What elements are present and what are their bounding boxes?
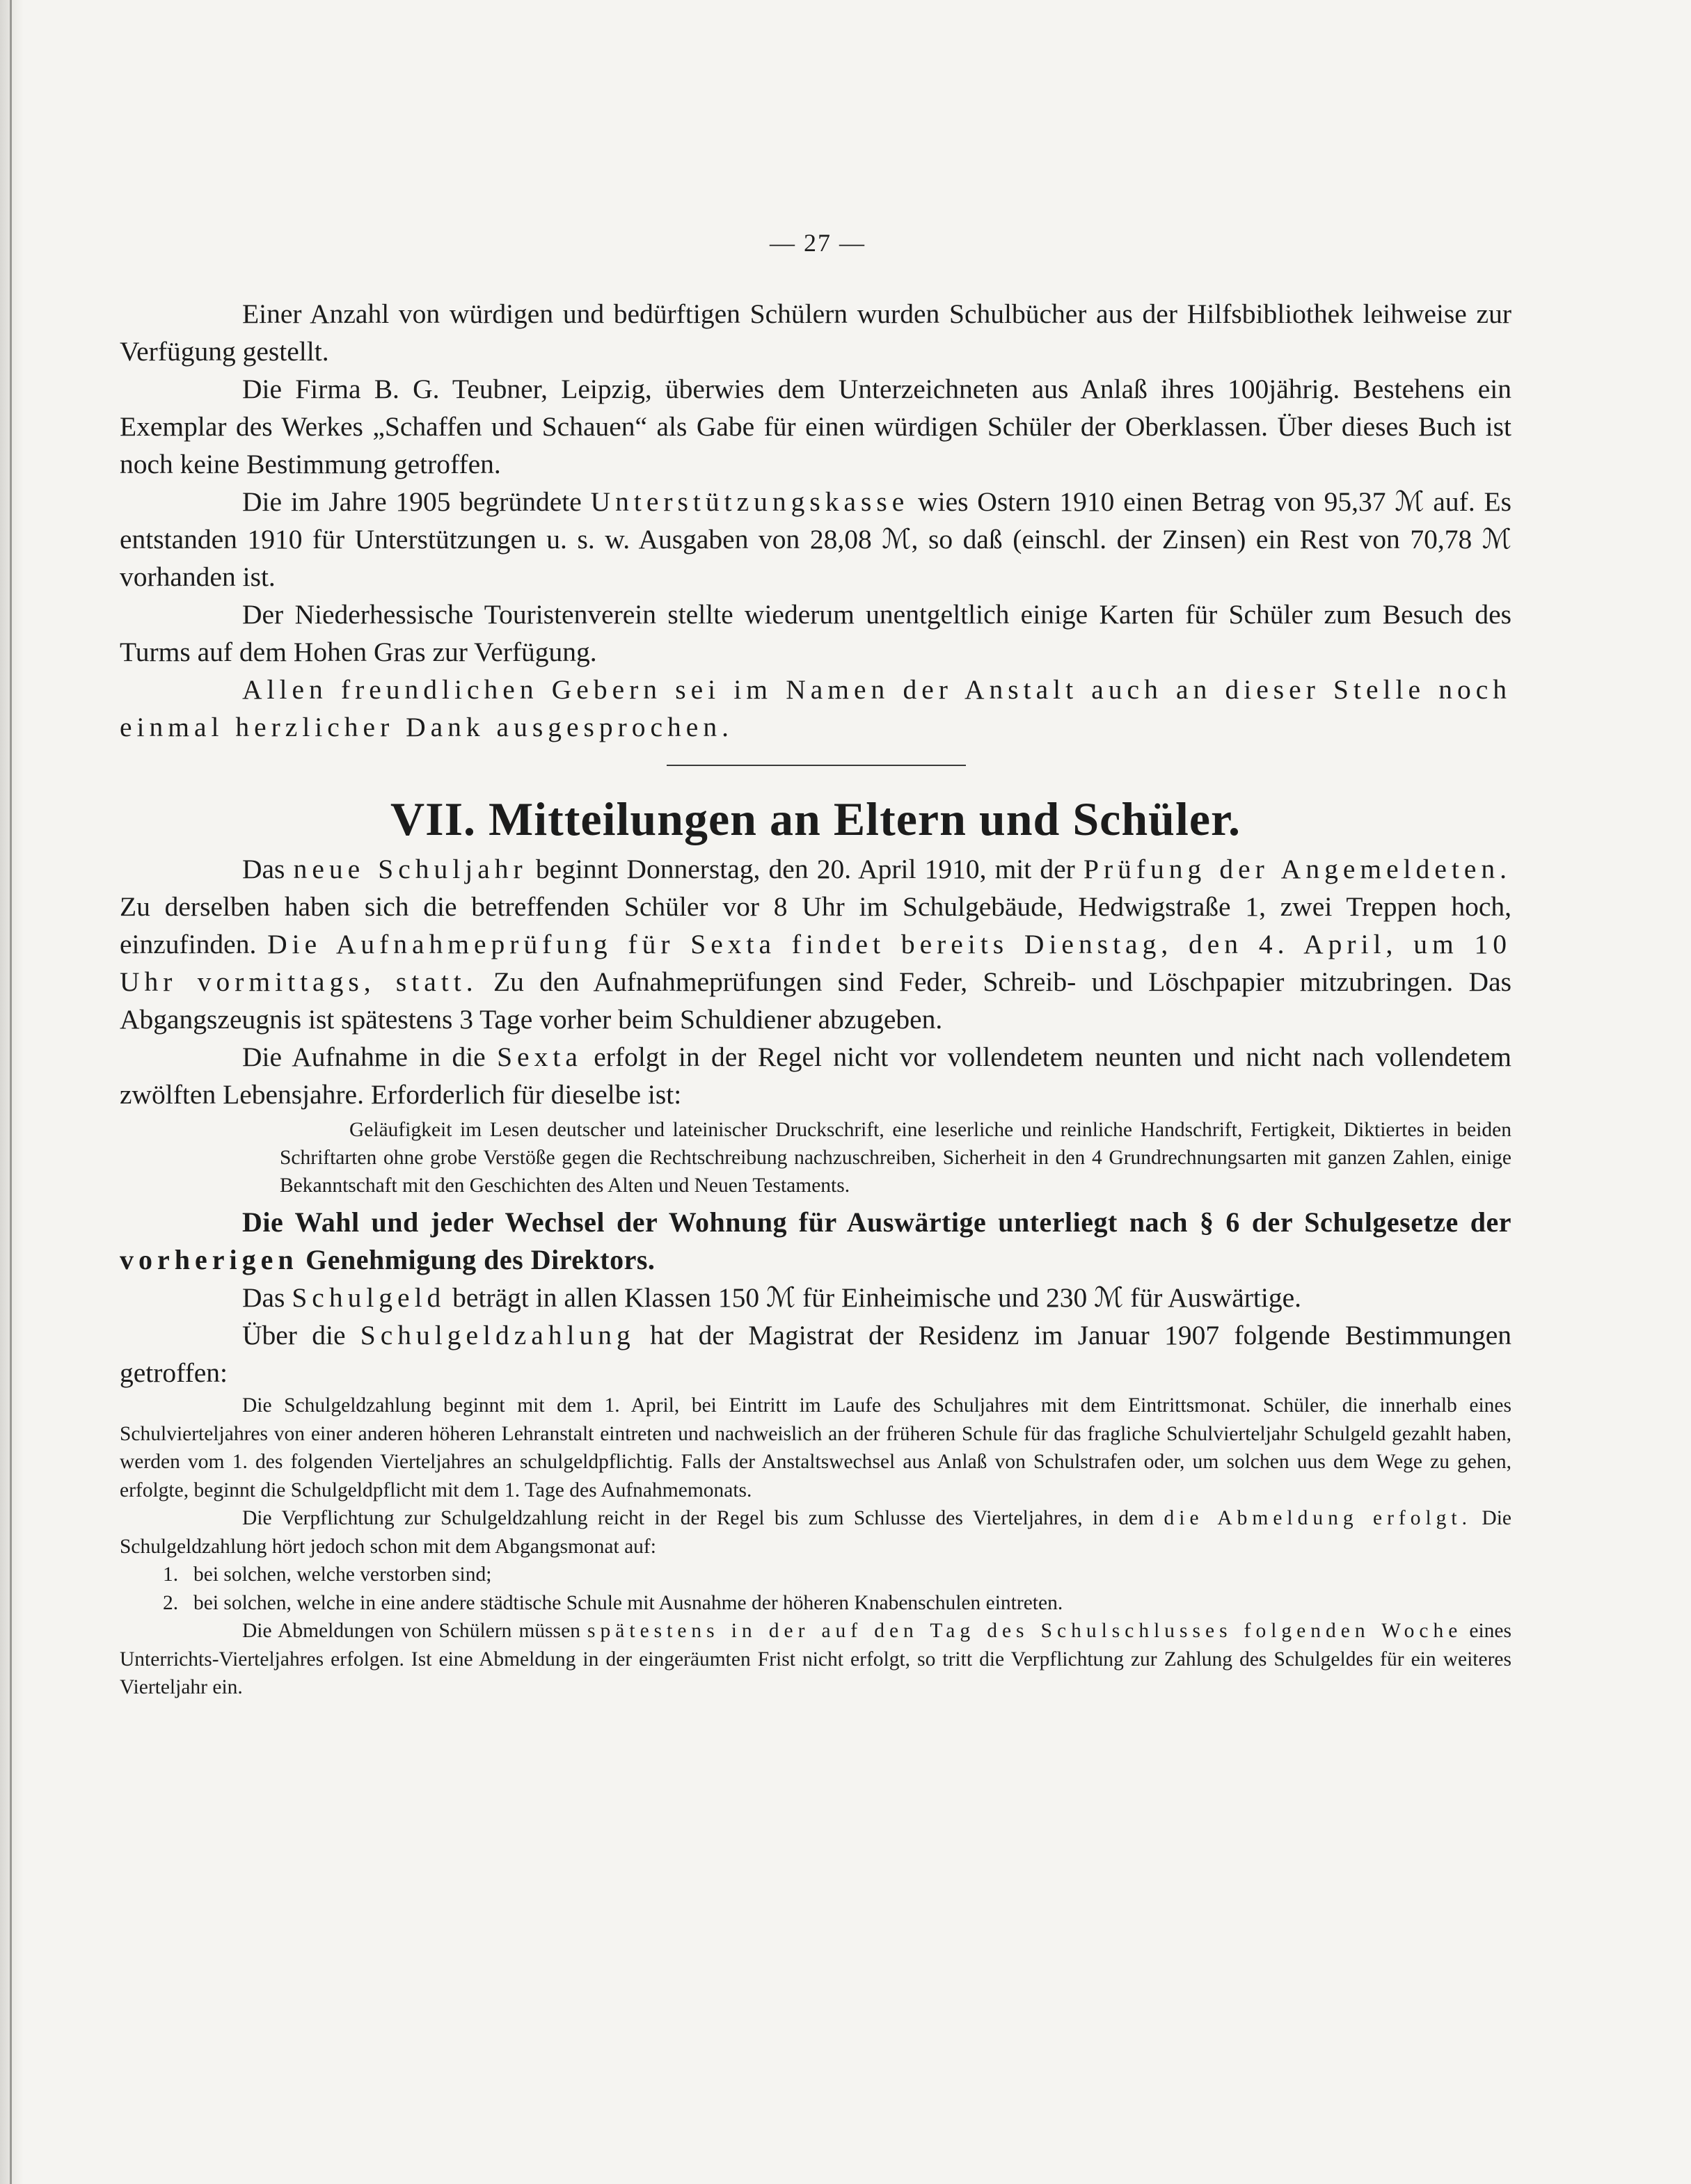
fee-rules-start: Die Schulgeldzahlung beginnt mit dem 1. April, bei Eintritt im Laufe des Schuljahres mit dem Eintrittsmonat. Schüler, die innerhalb eines Schulvierteljahres von einer anderen höheren Lehranstalt eintreten und nachweislich an der früheren Schule für das fragliche Schulvierteljahr Schulgeld gezahlt haben, werden vom 1. des folgenden Vierteljahres an schulgeldpflichtig. Falls der Anstaltswechsel aus Anlaß von Schulstrafen oder, um solchen uus dem Wege zu gehen, erfolgte, beginnt die Schulgeldpflicht mit dem 1. Tage des Aufnahmemonats. <box>120 1394 1511 1501</box>
support-fund-term: Unterstützungskasse <box>590 486 910 517</box>
admission-requirements: Geläufigkeit im Lesen deutscher und lateinischer Druckschrift, eine leserliche und reinliche Handschrift, Fertigkeit, Diktiertes in beiden Schriftarten ohne grobe Verstöße gegen die Rechtschreibung nachzuschreiben, Sicherheit in den 4 Grundrechnungsarten mit ganzen Zahlen, einige Bekanntschaft mit den Geschichten des Alten und Neuen Testaments. <box>280 1119 1511 1197</box>
binding-edge <box>10 0 12 2184</box>
paragraph-school-fee: Das Schulgeld beträgt in allen Klassen 150 ℳ für Einheimische und 230 ℳ für Auswärtige. <box>242 1282 1302 1313</box>
list-item: 2. bei solchen, welche in eine andere städtische Schule mit Ausnahme der höheren Knabenschulen eintreten. <box>163 1591 1063 1614</box>
paragraph-support-fund: Die im Jahre 1905 begründete Unterstützungskasse wies Ostern 1910 einen Betrag von 95,37 ℳ auf. Es entstanden 1910 für Unterstützungen u. s. w. Ausgaben von 28,08 ℳ, so daß (einschl. der Zinsen) ein Rest von 70,78 ℳ vorhanden ist. <box>120 486 1512 592</box>
paragraph-tourist-club: Der Niederhessische Touristenverein stellte wiederum unentgeltlich einige Karten für Schüler zum Besuch des Turms auf dem Hohen Gras zur Verfügung. <box>120 599 1511 667</box>
fee-rules-obligation: Die Verpflichtung zur Schulgeldzahlung reicht in der Regel bis zum Schlusse des Vierteljahres, in dem die Abmeldung erfolgt. Die Schulgeldzahlung hört jedoch schon mit dem Abgangsmonat auf: <box>120 1507 1511 1558</box>
paragraph-thanks: Allen freundlichen Gebern sei im Namen der Anstalt auch an dieser Stelle noch einmal herzlicher Dank ausgesprochen. <box>120 674 1511 742</box>
page-number: — 27 — <box>770 229 866 257</box>
fee-exceptions-list <box>120 1561 1511 1617</box>
section-acknowledgements <box>120 295 1511 746</box>
paragraph-library: Einer Anzahl von würdigen und bedürftigen Schülern wurden Schulbücher aus der Hilfsbibliothek leihweise zur Verfügung gestellt. <box>120 298 1511 367</box>
page-gutter <box>0 0 24 2184</box>
paragraph-fee-payment: Über die Schulgeldzahlung hat der Magistrat der Residenz im Januar 1907 folgende Bestimmungen getroffen: <box>120 1320 1511 1388</box>
list-item: 1. bei solchen, welche verstorben sind; <box>163 1563 492 1586</box>
residence-notice: Die Wahl und jeder Wechsel der Wohnung für Auswärtige unterliegt nach § 6 der Schulgesetze der vorherigen Genehmigung des Direktors. <box>120 1206 1511 1275</box>
section-divider <box>667 765 966 766</box>
section-notices <box>120 850 1511 1702</box>
fee-rules-deregistration: Die Abmeldungen von Schülern müssen spätestens in der auf den Tag des Schulschlusses folgenden Woche eines Unterrichts-Vierteljahres erfolgen. Ist eine Abmeldung in der eingeräumten Frist nicht erfolgt, so tritt die Verpflichtung zur Zahlung des Schulgeldes für ein weiteres Vierteljahr ein. <box>120 1620 1511 1698</box>
paragraph-admission: Die Aufnahme in die Sexta erfolgt in der Regel nicht vor vollendetem neunten und nicht nach vollendetem zwölften Lebensjahre. Erforderlich für dieselbe ist: <box>120 1042 1511 1110</box>
paragraph-teubner: Die Firma B. G. Teubner, Leipzig, überwies dem Unterzeichneten aus Anlaß ihres 100jährig. Bestehens ein Exemplar des Werkes „Schaffen und Schauen“ als Gabe für einen würdigen Schüler der Oberklassen. Über dieses Buch ist noch keine Bestimmung getroffen. <box>120 374 1511 479</box>
section-heading: VII. Mitteilungen an Eltern und Schüler. <box>390 792 1241 845</box>
paragraph-new-school-year: Das neue Schuljahr beginnt Donnerstag, den 20. April 1910, mit der Prüfung der Angemeldeten. Zu derselben haben sich die betreffenden Schüler vor 8 Uhr im Schulgebäude, Hedwigstraße 1, zwei Treppen hoch, einzufinden. Die Aufnahmeprüfung für Sexta findet bereits Dienstag, den 4. April, um 10 Uhr vormittags, statt. Zu den Aufnahmeprüfungen sind Feder, Schreib- und Löschpapier mitzubringen. Das Abgangszeugnis ist spätestens 3 Tage vorher beim Schuldiener abzugeben. <box>120 854 1512 1035</box>
